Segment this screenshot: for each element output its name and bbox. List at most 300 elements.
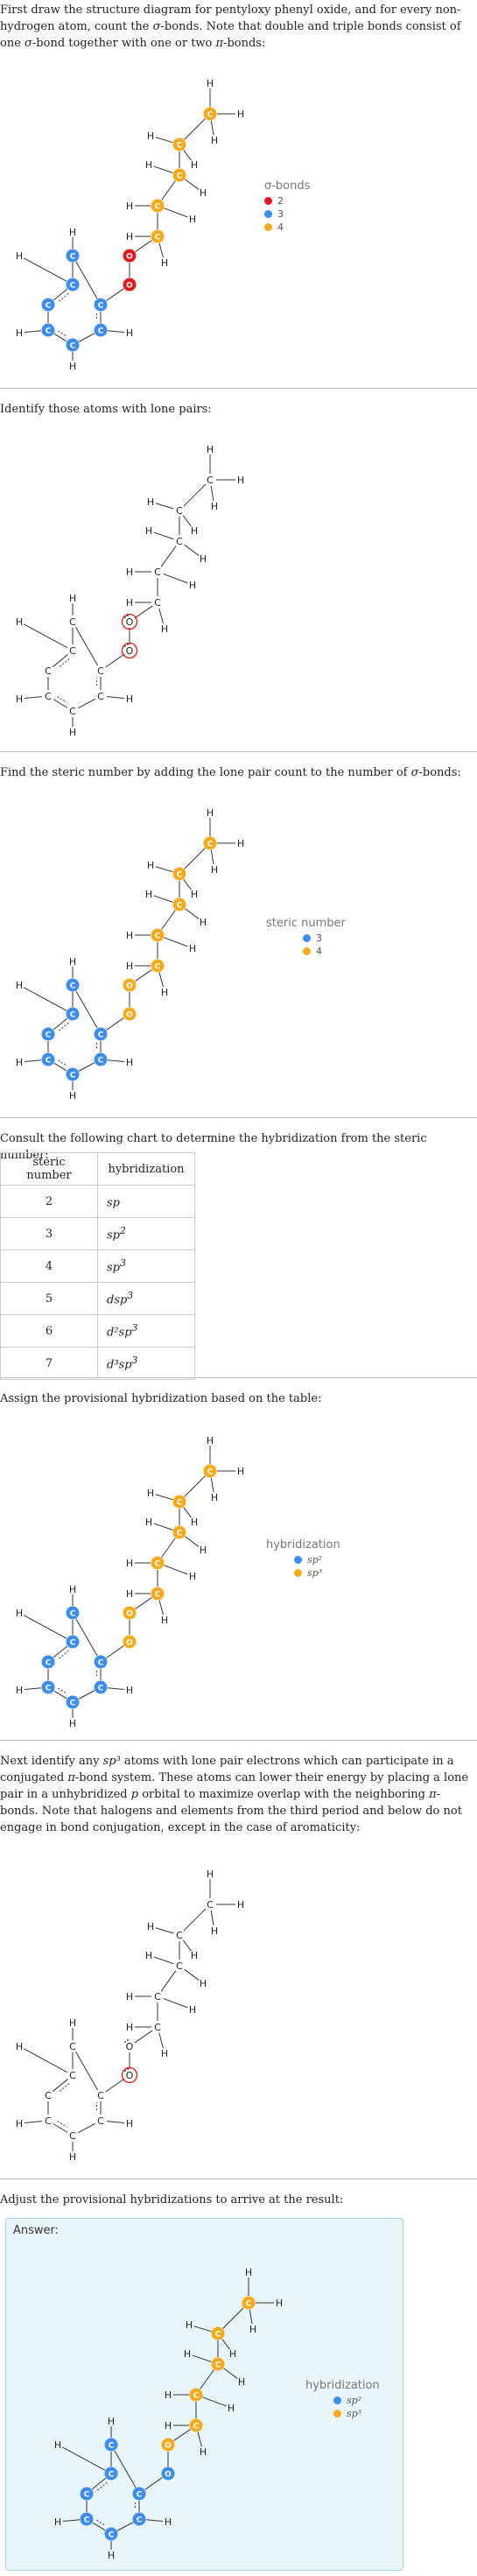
atom-label: C <box>69 2041 76 2052</box>
atom-label: C <box>176 141 183 151</box>
bond-line <box>75 627 97 665</box>
hydrogen-label: H <box>199 553 207 565</box>
atom-label: C <box>45 1684 52 1693</box>
molecule-diagram-answer <box>39 2242 301 2574</box>
hydrogen-label: H <box>185 2319 193 2331</box>
hydrogen-label: H <box>125 1685 134 1696</box>
atom-label: C <box>69 252 76 262</box>
atom-label: C <box>83 2516 90 2525</box>
bond-line <box>25 697 42 699</box>
hydrogen-label: H <box>244 2267 253 2278</box>
atom-label: C <box>97 1684 104 1693</box>
bond-line <box>154 896 173 902</box>
atom-label: C <box>97 2090 104 2101</box>
hydrogen-label: H <box>227 2403 235 2414</box>
bond-line <box>162 181 176 201</box>
atom-label: C <box>69 281 76 291</box>
bond-line <box>53 1646 67 1658</box>
hydrogen-label: H <box>68 1090 77 1101</box>
hydrogen-label: H <box>125 1588 134 1600</box>
hydrogen-label: H <box>53 2516 62 2528</box>
atom-label: C <box>154 567 161 578</box>
hydrogen-label: H <box>190 1950 199 1961</box>
atom-label: C <box>45 665 52 677</box>
bond-line <box>106 654 125 667</box>
hybridization-table <box>0 1152 195 1380</box>
bond-line <box>145 2478 163 2490</box>
atom-label: O <box>126 252 133 262</box>
bond-line <box>63 2520 80 2522</box>
answer-label: Answer: <box>13 2224 60 2237</box>
hydrogen-label: H <box>190 525 199 537</box>
orange-dot-icon <box>264 223 272 231</box>
double-bond-line <box>58 697 67 703</box>
red-dot-icon <box>264 197 272 205</box>
bond-line <box>159 973 163 987</box>
bond-line <box>25 1688 41 1690</box>
hydrogen-label: H <box>15 327 24 339</box>
double-bond-line <box>58 1060 66 1066</box>
atom-label: C <box>83 2490 90 2500</box>
bond-line <box>78 699 95 707</box>
atom-label: C <box>69 2070 76 2081</box>
hydrogen-label: H <box>210 1492 219 1503</box>
blue-dot-icon <box>303 934 311 942</box>
bond-line <box>25 331 41 333</box>
atom-label: C <box>176 901 183 911</box>
bond-line <box>193 2355 212 2361</box>
bond-line <box>79 334 95 341</box>
bond-line <box>156 503 174 509</box>
atom-label: C <box>176 1529 183 1538</box>
legend-entry: 3 <box>264 208 310 221</box>
bond-line <box>115 2451 136 2488</box>
bond-line <box>185 909 199 919</box>
bond-line <box>154 1957 174 1964</box>
hydrogen-label: H <box>125 961 134 972</box>
hydrogen-label: H <box>236 109 245 120</box>
hydrogen-label: H <box>164 2516 172 2528</box>
bond-line <box>156 1495 173 1500</box>
table-row: 2 sp <box>1 1186 195 1218</box>
bond-line <box>161 546 176 567</box>
bond-line <box>223 2368 237 2379</box>
bond-line <box>106 2079 125 2092</box>
atom-label: C <box>45 1031 52 1040</box>
hydrogen-label: H <box>190 1517 199 1528</box>
bond-line <box>161 1971 176 1992</box>
legend-sigma-bonds <box>264 179 310 234</box>
molecule-diagram-step3 <box>0 782 263 1115</box>
bond-line <box>107 697 124 699</box>
table-header-row <box>1 1153 195 1186</box>
atom-label: O <box>126 281 133 291</box>
molecule-diagram-step1 <box>0 53 263 385</box>
hydrogen-label: H <box>144 525 153 537</box>
atom-label: C <box>97 1056 104 1066</box>
legend-entry: sp³ <box>305 2407 380 2420</box>
divider <box>0 751 477 752</box>
atom-label: C <box>176 1498 183 1508</box>
legend-entry: 4 <box>266 945 346 958</box>
hydrogen-label: H <box>206 78 214 89</box>
lone-pair-dot <box>127 615 129 616</box>
atom-label: C <box>45 2090 52 2101</box>
atom-label: C <box>108 2530 115 2540</box>
atom-label: C <box>45 327 52 336</box>
atom-label: O <box>126 1609 133 1619</box>
hydrogen-label: H <box>160 623 169 635</box>
hydrogen-label: H <box>160 2048 169 2059</box>
bond-line <box>108 1060 124 1062</box>
table-row: 7 $d^3sp^3$ <box>1 1348 195 1380</box>
atom-label: C <box>154 1991 161 2002</box>
hydrogen-label: H <box>206 1869 214 1880</box>
hydrogen-label: H <box>125 327 134 339</box>
hydrogen-label: H <box>206 1435 214 1446</box>
blue-dot-icon <box>264 210 272 218</box>
bond-line <box>164 1566 187 1574</box>
hydrogen-label: H <box>125 201 134 212</box>
hydrogen-label: H <box>210 1925 219 1937</box>
legend-hybridization-answer <box>305 2379 380 2420</box>
bond-line <box>53 289 67 300</box>
atom-label: O <box>125 2070 134 2081</box>
bond-line <box>185 119 206 140</box>
bond-line <box>185 1969 200 1980</box>
hydrogen-label: H <box>68 2151 77 2163</box>
double-bond-line <box>59 659 70 668</box>
hydrogen-label: H <box>188 1571 197 1582</box>
atom-label: C <box>97 301 104 311</box>
atom-label: C <box>207 110 214 120</box>
bond-line <box>159 243 163 257</box>
atom-label: C <box>69 616 76 628</box>
hydrogen-label: H <box>144 1950 153 1961</box>
hydrogen-label: H <box>125 1558 134 1569</box>
atom-label: C <box>214 2330 221 2340</box>
table-header: steric number <box>1 1153 98 1186</box>
atom-label: C <box>45 1056 52 1066</box>
hydrogen-label: H <box>53 2439 62 2451</box>
step3-text: Find the steric number by adding the lone pair count to the number of σ-bonds: <box>0 766 461 779</box>
bond-line <box>79 1691 95 1699</box>
bond-line <box>53 1018 67 1030</box>
atom-label: C <box>45 2115 52 2127</box>
atom-label: C <box>193 2422 200 2432</box>
table-row: 5 dsp$^3$ <box>1 1283 195 1315</box>
atom-label: C <box>69 2130 76 2142</box>
bond-line <box>185 545 200 555</box>
double-bond-line <box>58 2122 67 2128</box>
legend-entry: 2 <box>264 194 310 208</box>
legend-entry: sp² <box>305 2394 380 2407</box>
hydrogen-label: H <box>68 1584 77 1595</box>
bond-line <box>198 2432 201 2446</box>
hydrogen-label: H <box>236 1899 245 1911</box>
bond-line <box>136 241 152 252</box>
bond-line <box>76 991 97 1028</box>
atom-label: C <box>207 1899 214 1911</box>
atom-label: O <box>126 1638 133 1648</box>
atom-label: O <box>125 645 134 657</box>
bond-line <box>211 1478 214 1492</box>
hydrogen-label: H <box>236 475 245 486</box>
bond-line <box>62 2447 105 2470</box>
hydrogen-label: H <box>68 956 77 968</box>
atom-label: C <box>154 233 161 243</box>
bond-line <box>164 574 188 582</box>
bond-line <box>223 2308 244 2329</box>
hydrogen-label: H <box>210 864 219 876</box>
hydrogen-label: H <box>188 580 197 591</box>
bond-line <box>159 1601 163 1615</box>
hydrogen-label: H <box>160 1615 169 1626</box>
atom-label: C <box>154 2022 161 2033</box>
orange-dot-icon <box>333 2410 341 2418</box>
hydrogen-label: H <box>68 361 77 372</box>
hydrogen-label: H <box>183 2348 192 2360</box>
hydrogen-label: H <box>190 889 199 900</box>
hydrogen-label: H <box>144 1517 153 1528</box>
bond-line <box>53 700 67 708</box>
hydrogen-label: H <box>68 227 77 238</box>
bond-line <box>76 1619 97 1656</box>
divider <box>0 1740 477 1741</box>
atom-label: C <box>97 327 104 336</box>
hydrogen-label: H <box>210 135 219 146</box>
atom-label: C <box>45 1658 52 1668</box>
lone-pair-dot <box>124 645 126 647</box>
atom-label: C <box>176 536 183 547</box>
atom-label: C <box>154 962 161 972</box>
legend-entry: sp³ <box>266 1566 340 1580</box>
atom-label: C <box>69 1638 76 1648</box>
bond-line <box>211 486 214 501</box>
bond-line <box>194 2326 212 2332</box>
hydrogen-label: H <box>249 2324 257 2335</box>
bond-line <box>164 938 187 947</box>
atom-label: C <box>207 1467 214 1477</box>
step6-text: Next identify any sp³ atoms with lone pair electrons which can participate in a conjugated π-bond system. These atoms can lower their energy by placing a lone pair in a unhybridized p orbital to maximize overlap with the neighboring π-bonds. Note that halogens and elements from the third period and below do not engage in bond conjugation, except in the case of aromaticity: <box>0 1755 469 1834</box>
step5-text: Assign the provisional hybridization based on the table: <box>0 1392 322 1405</box>
step2-text: Identify those atoms with lone pairs: <box>0 403 212 416</box>
hydrogen-label: H <box>125 597 134 609</box>
atom-label: C <box>97 691 104 702</box>
hydrogen-label: H <box>146 130 155 142</box>
bond-line <box>24 2049 67 2073</box>
lone-pair-dot <box>127 644 129 645</box>
hydrogen-label: H <box>199 1978 207 1989</box>
hydrogen-label: H <box>206 444 214 455</box>
hydrogen-label: H <box>146 1921 155 1932</box>
bond-line <box>156 867 173 872</box>
atom-label: O <box>165 2441 172 2451</box>
bond-line <box>156 137 173 143</box>
bond-line <box>135 2031 152 2043</box>
bond-line <box>164 1998 188 2007</box>
bond-line <box>154 166 173 172</box>
bond-line <box>24 258 67 281</box>
hydrogen-label: H <box>190 159 199 171</box>
lone-pair-dot <box>124 616 126 618</box>
bond-line <box>154 1524 173 1530</box>
atom-label: C <box>154 1559 161 1569</box>
atom-label: C <box>69 1071 76 1080</box>
table-row: 4 $sp^3$ <box>1 1250 195 1283</box>
table-header: hybridization <box>98 1153 195 1186</box>
legend-entry: 4 <box>264 221 310 234</box>
atom-label: C <box>176 1960 183 1972</box>
bond-line <box>159 609 164 623</box>
bond-line <box>185 1537 199 1547</box>
bond-line <box>78 2123 95 2132</box>
hydrogen-label: H <box>125 1057 134 1068</box>
atom-label: O <box>126 982 133 991</box>
hydrogen-label: H <box>146 860 155 871</box>
atom-label: C <box>45 301 52 311</box>
step1-text: First draw the structure diagram for pentyloxy phenyl oxide, and for every non-hydrogen atom, count the σ-bonds. Note that double and triple bonds consist of one σ-bond together with one or two π-bonds: <box>0 4 461 50</box>
double-bond-line <box>96 2520 104 2525</box>
hydrogen-label: H <box>188 943 197 954</box>
legend-title: σ-bonds <box>264 179 311 193</box>
step7-text: Adjust the provisional hybridizations to arrive at the result: <box>0 2193 344 2206</box>
atom-label: C <box>69 706 76 717</box>
bond-line <box>24 988 67 1010</box>
atom-label: C <box>176 870 183 880</box>
hydrogen-label: H <box>15 693 24 705</box>
hydrogen-label: H <box>125 567 134 578</box>
atom-label: C <box>69 1609 76 1619</box>
legend-entry: 3 <box>266 932 346 945</box>
bond-line <box>108 1688 124 1690</box>
hydrogen-label: H <box>107 2416 116 2427</box>
bond-line <box>211 850 214 864</box>
bond-line <box>108 331 124 333</box>
bond-line <box>159 2033 164 2048</box>
hydrogen-label: H <box>236 1466 245 1477</box>
atom-label: C <box>207 475 214 486</box>
atom-label: C <box>97 1031 104 1040</box>
atom-label: C <box>136 2490 143 2500</box>
double-bond-line <box>59 2084 70 2093</box>
hydrogen-label: H <box>199 1545 207 1556</box>
hydrogen-label: H <box>125 693 134 705</box>
hydrogen-label: H <box>125 2022 134 2033</box>
bond-line <box>117 2523 133 2530</box>
bond-line <box>146 2520 163 2522</box>
hydrogen-label: H <box>199 2446 207 2458</box>
bond-line <box>164 208 187 217</box>
hydrogen-label: H <box>15 1057 24 1068</box>
hydrogen-label: H <box>188 214 197 225</box>
atom-label: C <box>97 665 104 677</box>
hydrogen-label: H <box>199 187 207 199</box>
hydrogen-label: H <box>228 2348 237 2360</box>
atom-label: C <box>154 202 161 212</box>
hydrogen-label: H <box>236 838 245 849</box>
hydrogen-label: H <box>15 2041 24 2052</box>
bond-line <box>76 262 97 299</box>
hydrogen-label: H <box>15 980 24 991</box>
double-bond-line <box>58 331 66 336</box>
atom-label: C <box>176 172 183 181</box>
hydrogen-label: H <box>107 2550 116 2561</box>
blue-dot-icon <box>294 1556 302 1564</box>
molecule-diagram-step2 <box>0 419 263 751</box>
atom-label: C <box>176 1930 183 1941</box>
atom-label: C <box>154 597 161 609</box>
orange-dot-icon <box>303 947 311 955</box>
bond-line <box>107 289 124 301</box>
lone-pair-dot <box>127 2068 129 2070</box>
lone-pair-dot <box>127 2039 129 2041</box>
table-row: 6 $d^2sp^3$ <box>1 1315 195 1348</box>
step4-text: Consult the following chart to determine the hybridization from the steric number: <box>0 1132 427 1162</box>
lone-pair-dot <box>124 2041 126 2043</box>
legend-hybridization <box>266 1538 340 1580</box>
atom-label: C <box>97 1658 104 1668</box>
hydrogen-label: H <box>146 496 155 508</box>
bond-line <box>107 2122 124 2123</box>
atom-label: C <box>69 645 76 657</box>
atom-label: C <box>97 2115 104 2127</box>
hydrogen-label: H <box>15 250 24 262</box>
bond-line <box>174 2430 191 2441</box>
bond-line <box>53 654 67 666</box>
bond-line <box>107 1018 124 1031</box>
hydrogen-label: H <box>15 2118 24 2129</box>
bond-line <box>79 1063 95 1071</box>
bond-line <box>156 1928 174 1933</box>
bond-line <box>202 2397 226 2406</box>
bond-line <box>162 1538 176 1558</box>
bond-line <box>75 2052 97 2090</box>
hydrogen-label: H <box>68 727 77 738</box>
molecule-diagram-step5 <box>0 1410 263 1742</box>
hydrogen-label: H <box>146 1488 155 1499</box>
molecule-diagram-step6 <box>0 1843 263 2176</box>
hydrogen-label: H <box>125 2118 134 2129</box>
legend-entry: sp² <box>266 1553 340 1566</box>
orange-dot-icon <box>294 1569 302 1577</box>
bond-line <box>185 1476 206 1497</box>
lone-pair-dot <box>124 2070 126 2072</box>
hydrogen-label: H <box>199 917 207 928</box>
atom-label: O <box>125 616 134 628</box>
bond-line <box>136 970 152 982</box>
bond-line <box>53 2124 67 2133</box>
bond-line <box>184 484 206 506</box>
bond-line <box>53 2079 67 2091</box>
bond-line <box>107 1646 124 1658</box>
bond-line <box>136 1598 152 1609</box>
hydrogen-label: H <box>164 2420 172 2432</box>
hydrogen-label: H <box>206 807 214 819</box>
atom-label: C <box>136 2516 143 2525</box>
hydrogen-label: H <box>164 2389 172 2401</box>
bond-line <box>200 2370 214 2389</box>
divider <box>0 2178 477 2179</box>
hydrogen-label: H <box>68 1718 77 1729</box>
bond-line <box>249 2310 252 2324</box>
atom-label: C <box>193 2391 200 2401</box>
atom-label: C <box>69 982 76 991</box>
table-row: 3 $sp^2$ <box>1 1218 195 1250</box>
bond-line <box>154 532 174 539</box>
atom-label: C <box>154 932 161 941</box>
atom-label: C <box>69 1699 76 1708</box>
